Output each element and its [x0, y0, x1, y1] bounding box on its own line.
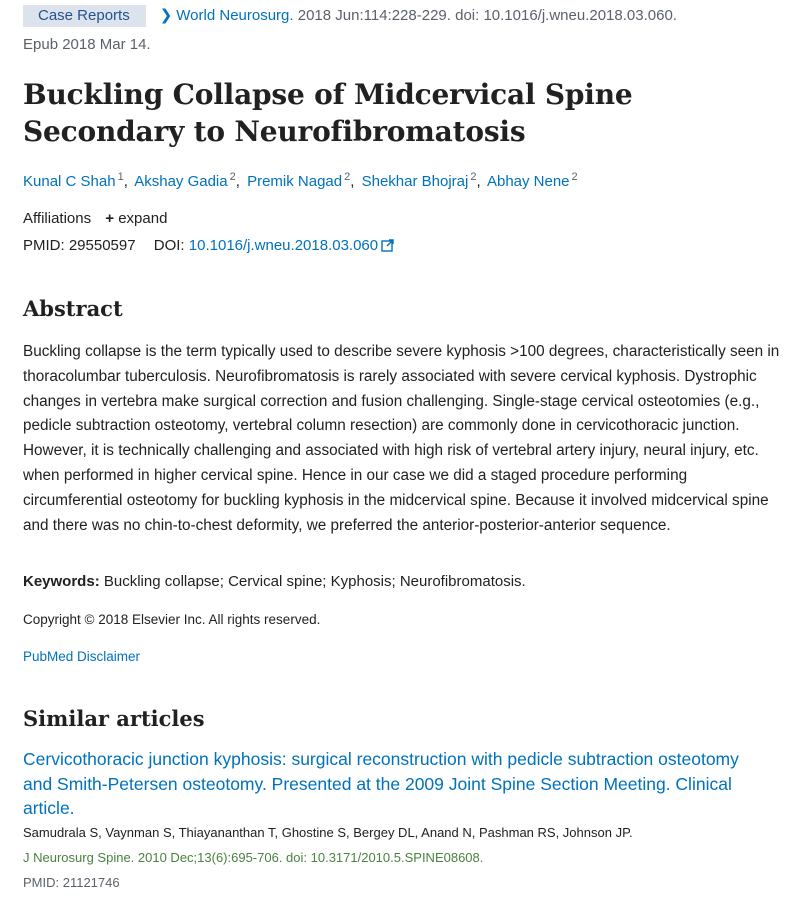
author-link[interactable]: Abhay Nene	[486, 173, 570, 190]
doi-link[interactable]: 10.1016/j.wneu.2018.03.060	[188, 237, 379, 254]
author-link[interactable]: Premik Nagad	[247, 173, 343, 190]
citation-text: 2018 Jun:114:228-229. doi: 10.1016/j.wneu.2018.03.060.	[297, 7, 677, 24]
copyright: Copyright © 2018 Elsevier Inc. All rights reserved.	[23, 612, 321, 627]
affiliation-ref[interactable]: 2	[344, 171, 351, 183]
pubmed-disclaimer-link[interactable]: PubMed Disclaimer	[23, 649, 141, 664]
abstract-heading: Abstract	[23, 296, 123, 321]
author-link[interactable]: Shekhar Bhojraj	[361, 173, 469, 190]
keywords	[23, 573, 526, 590]
author-link[interactable]: Akshay Gadia	[134, 173, 228, 190]
doi-label: DOI:	[153, 237, 185, 254]
plus-icon[interactable]: +	[105, 210, 115, 227]
keywords-value: Buckling collapse; Cervical spine; Kyphosis; Neurofibromatosis.	[103, 573, 526, 590]
affiliation-ref[interactable]: 1	[117, 171, 124, 183]
external-link-icon[interactable]	[381, 239, 394, 256]
expand-label[interactable]: expand	[118, 210, 168, 227]
similar-article-pmid: PMID: 21121746	[23, 875, 120, 890]
journal-link[interactable]: World Neurosurg.	[176, 7, 294, 24]
affiliations-toggle[interactable]	[23, 210, 167, 227]
author-link[interactable]: Kunal C Shah	[23, 173, 116, 190]
publication-line	[23, 5, 677, 27]
similar-article-title-link[interactable]: Cervicothoracic junction kyphosis: surgical reconstruction with pedicle subtraction osteotomy and Smith-Petersen osteotomy. Presented at the 2009 Joint Spine Section Meeting. Clinical article.	[23, 749, 739, 818]
chevron-right-icon[interactable]: ❯	[159, 7, 173, 24]
affiliation-ref[interactable]: 2	[571, 171, 578, 183]
similar-article-authors: Samudrala S, Vaynman S, Thiayananthan T, Ghostine S, Bergey DL, Anand N, Pashman RS, Johnson JP.	[23, 825, 633, 840]
author-list: Kunal C Shah $^1$, Akshay Gadia $^2$, Premik Nagad $^2$, Shekhar Bhojraj $^2$, Abhay Nene $^2$	[23, 171, 578, 190]
similar-article-citation: J Neurosurg Spine. 2010 Dec;13(6):695-706. doi: 10.3171/2010.5.SPINE08608.	[23, 850, 484, 865]
affiliations-label: Affiliations	[23, 210, 92, 227]
pmid-value: 29550597	[68, 237, 136, 254]
affiliation-ref[interactable]: 2	[470, 171, 477, 183]
abstract-text: Buckling collapse is the term typically used to describe severe kyphosis >100 degrees, characteristically seen in thoracolumbar tuberculosis. Neurofibromatosis is rarely associated with severe cervical kyphosis. Dystrophic changes in vertebra make surgical correction and fusion challenging. Single-stage cervical osteotomies (e.g., pedicle subtraction osteotomy, vertebral column resection) are commonly done in cervicothoracic junction. However, it is technically challenging and associated with high risk of vertebral artery injury, neural injury, etc. when performed in higher cervical spine. Hence in our case we did a staged procedure performing circumferential osteotomy for buckling kyphosis in the midcervical spine. Because it involved midcervical spine and there was no chin-to-chest deformity, we preferred the anterior-posterior-anterior sequence.	[23, 343, 780, 534]
affiliation-ref[interactable]: 2	[229, 171, 236, 183]
identifiers	[23, 237, 394, 256]
pmid-label: PMID:	[23, 237, 65, 254]
keywords-label: Keywords:	[23, 573, 100, 590]
similar-articles-heading: Similar articles	[23, 706, 205, 731]
article-type-badge: Case Reports	[23, 5, 146, 27]
article-title: Buckling Collapse of Midcervical Spine Secondary to Neurofibromatosis	[23, 78, 633, 148]
epub-date: Epub 2018 Mar 14.	[23, 36, 151, 53]
